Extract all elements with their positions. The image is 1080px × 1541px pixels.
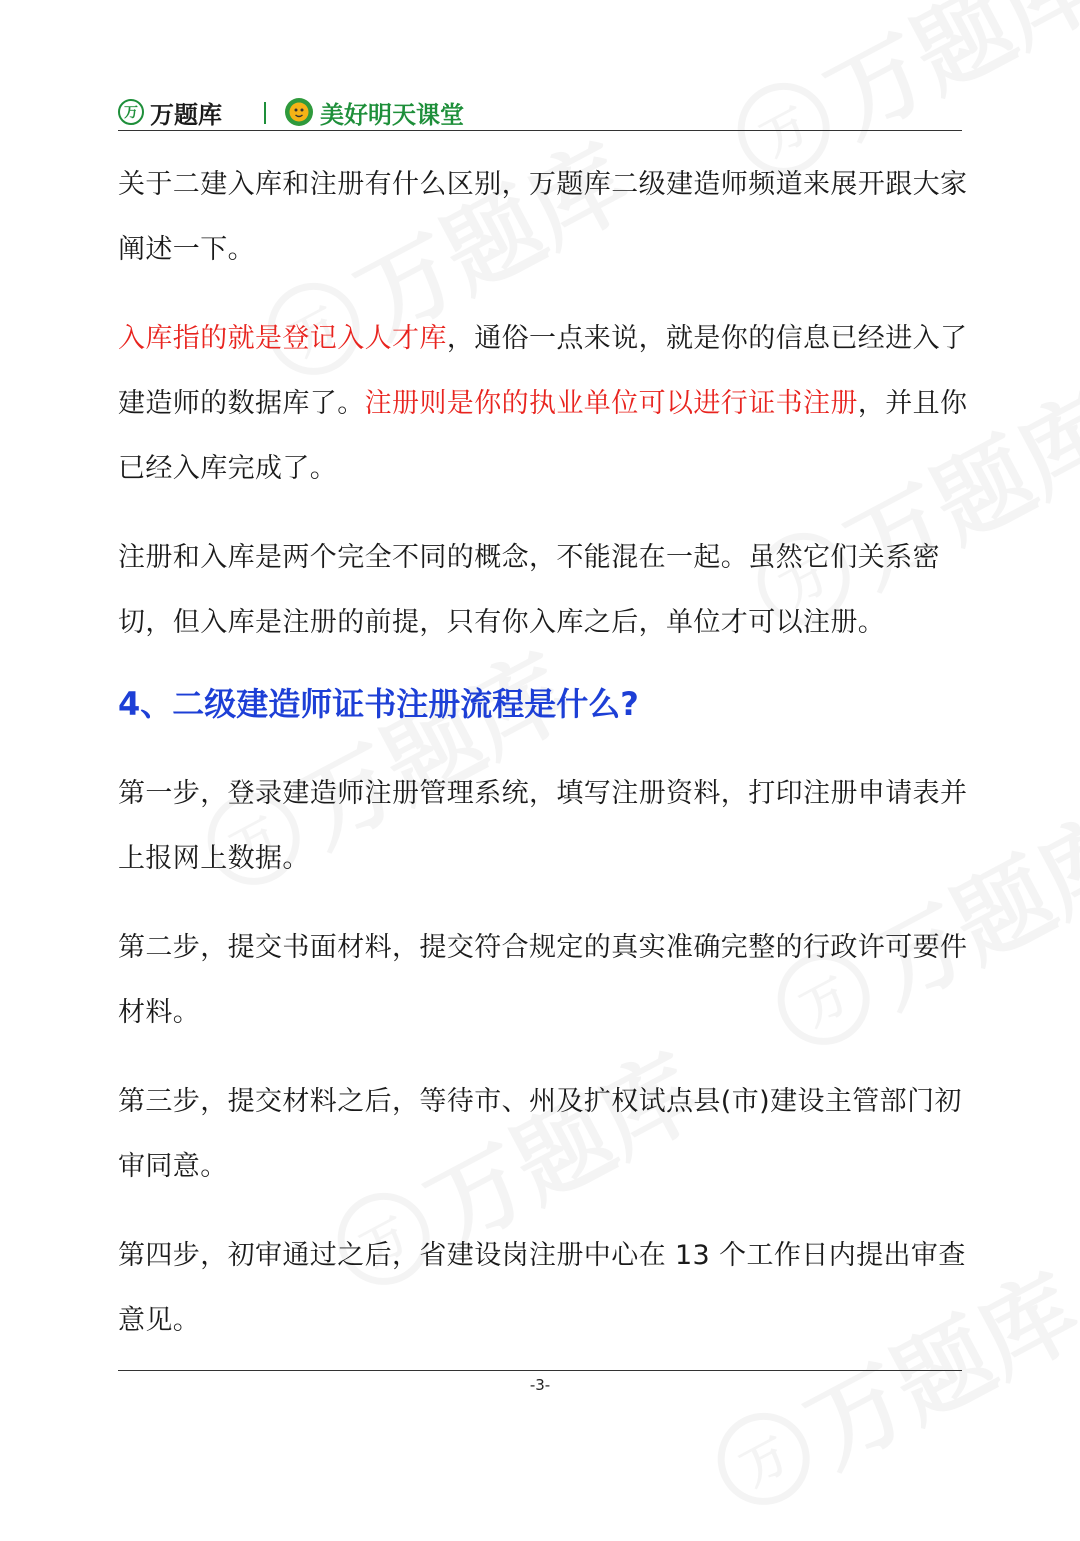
paragraph-intro: [118, 152, 968, 282]
wantiku-logo-icon: 万: [118, 99, 144, 125]
brand-wantiku: [118, 96, 222, 128]
section-heading: 4、二级建造师证书注册流程是什么?: [118, 685, 639, 723]
page-header: [118, 96, 962, 131]
paragraph-definition: [118, 306, 968, 501]
text-segment: 注册和入库是两个完全不同的概念，不能混在一起。虽然它们关系密切，但入库是注册的前提，只有你入库之后，单位才可以注册。: [118, 542, 940, 638]
brand-meihao: [284, 96, 464, 128]
page-number: -3-: [529, 1376, 551, 1394]
brand-divider: [264, 102, 266, 124]
document-body: [118, 152, 968, 1377]
highlight-text: 入库指的就是登记入人才库: [118, 323, 447, 354]
paragraph-difference: [118, 525, 968, 655]
text-segment: 关于二建入库和注册有什么区别，万题库二级建造师频道来展开跟大家阐述一下。: [118, 169, 968, 265]
step-item: 第四步，初审通过之后，省建设岗注册中心在 13 个工作日内提出审查意见。: [118, 1240, 966, 1336]
brand-secondary-name: 美好明天课堂: [320, 100, 464, 129]
brand-primary-name: 万题库: [150, 100, 222, 129]
lion-logo-icon: [284, 97, 314, 127]
text-segment: ，并且你已经入库完成了。: [118, 388, 968, 484]
watermark-text: [801, 0, 1080, 163]
step-item: 第二步，提交书面材料，提交符合规定的真实准确完整的行政许可要件材料。: [118, 932, 968, 1028]
step-item: 第三步，提交材料之后，等待市、州及扩权试点县(市)建设主管部门初审同意。: [118, 1086, 962, 1182]
highlight-text: 注册则是你的执业单位可以进行证书注册: [364, 388, 858, 419]
footer-divider: [118, 1370, 962, 1371]
text-segment: ，通俗一点来说，就是你的信息已经进入了建造师的数据库了。: [118, 323, 968, 419]
watermark-logo-icon: [701, 1396, 825, 1520]
step-item: 第一步，登录建造师注册管理系统，填写注册资料，打印注册申请表并上报网上数据。: [118, 778, 968, 874]
